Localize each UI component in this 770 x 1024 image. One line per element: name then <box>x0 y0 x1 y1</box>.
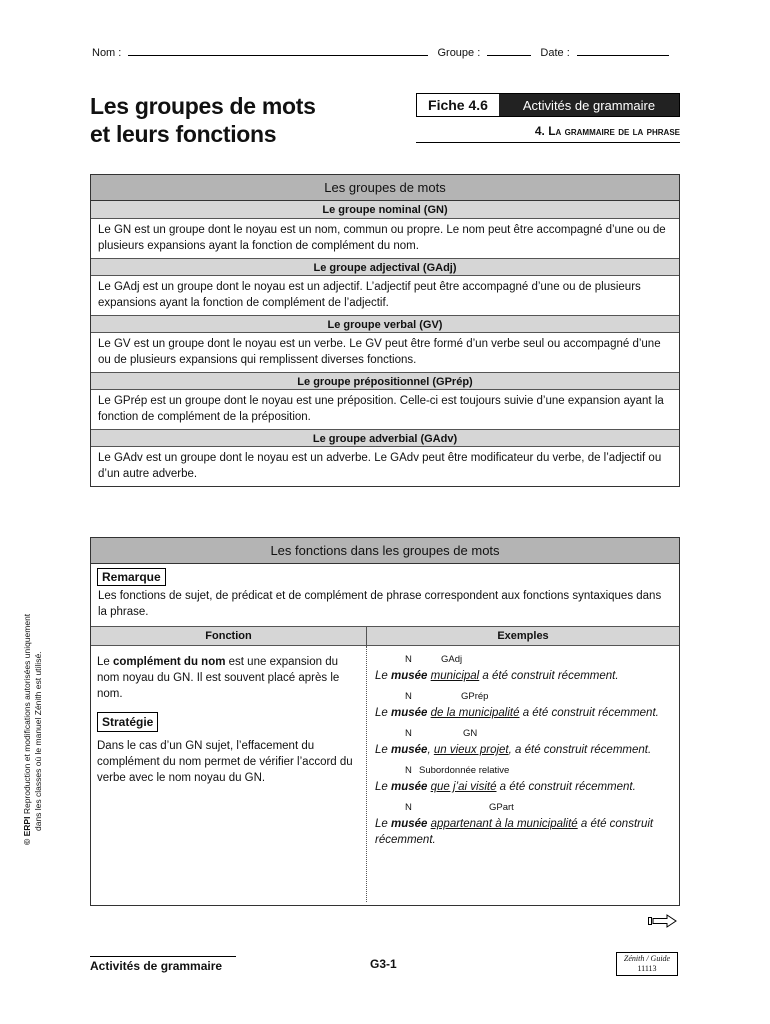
example-item <box>375 728 669 758</box>
groupe-label: Groupe : <box>437 47 481 59</box>
footer-section-title: Activités de grammaire <box>90 956 236 973</box>
example-post: , a été construit récemment. <box>508 744 652 756</box>
group-heading-gprep: Le groupe prépositionnel (GPrép) <box>91 372 679 390</box>
date-field[interactable] <box>577 46 669 56</box>
copyright-brand: © ERPI <box>22 816 32 845</box>
page-number: G3-1 <box>370 957 397 971</box>
example-label-n: N <box>405 654 412 665</box>
footer-ref-line-1: Zénith / Guide <box>623 954 671 963</box>
example-label-group: GPart <box>489 802 514 813</box>
example-noun: musée <box>391 818 428 830</box>
example-label-group: GN <box>463 728 478 739</box>
groups-panel <box>90 174 680 487</box>
definition-pre: Le <box>97 656 113 668</box>
group-heading-gn: Le groupe nominal (GN) <box>91 201 679 219</box>
examples-column <box>367 646 679 902</box>
strategie-text: Dans le cas d’un GN sujet, l’effacement du complément du nom permet de vérifier l’accord du verbe avec le nom noyau du GN. <box>97 740 353 784</box>
functions-panel-title: Les fonctions dans les groupes de mots <box>91 538 679 564</box>
copyright-notice <box>22 614 44 845</box>
definition-post: est une expansion du nom noyau du GN. Il est souvent placé après le nom. <box>97 656 340 700</box>
example-post: a été construit récemment. <box>375 818 654 846</box>
example-item <box>375 765 669 795</box>
column-header-function: Fonction <box>91 627 367 645</box>
nom-label: Nom : <box>92 47 122 59</box>
group-heading-gadj: Le groupe adjectival (GAdj) <box>91 258 679 276</box>
complement-definition <box>97 654 356 702</box>
function-column <box>91 646 367 902</box>
example-post: a été construit récemment. <box>519 707 659 719</box>
example-expansion: un vieux projet <box>433 744 509 756</box>
remarque-label: Remarque <box>97 568 166 586</box>
example-post: a été construit récemment. <box>479 670 619 682</box>
example-label-n: N <box>405 765 412 776</box>
example-sep: , <box>427 744 434 756</box>
remarque-block <box>91 564 679 586</box>
example-expansion: que j’ai visité <box>430 781 497 793</box>
title-line-1: Les groupes de mots <box>90 93 316 119</box>
example-noun: musée <box>391 781 428 793</box>
groupe-field[interactable] <box>487 46 531 56</box>
example-noun: musée <box>391 670 428 682</box>
nom-field[interactable] <box>128 46 428 56</box>
next-page-arrow-icon <box>648 913 678 934</box>
example-label-group: Subordonnée relative <box>419 765 510 776</box>
title-line-2: et leurs fonctions <box>90 121 277 147</box>
example-pre: Le <box>375 781 391 793</box>
example-noun: musée <box>391 744 428 756</box>
student-info-line <box>92 46 680 59</box>
example-label-n: N <box>405 728 412 739</box>
example-label-group: GAdj <box>441 654 463 665</box>
example-item <box>375 691 669 721</box>
example-label-n: N <box>405 802 412 813</box>
example-item <box>375 802 669 848</box>
example-pre: Le <box>375 818 391 830</box>
example-pre: Le <box>375 744 391 756</box>
example-label-group: GPrép <box>461 691 489 702</box>
fiche-box <box>416 93 680 117</box>
group-text-gv: Le GV est un groupe dont le noyau est un verbe. Le GV peut être formé d’un verbe seul ou accompagné d’une ou de plusieurs expansions qui remplissent diverses fonctions. <box>98 338 661 366</box>
strategie-label: Stratégie <box>97 712 158 732</box>
example-expansion: de la municipalité <box>430 707 520 719</box>
group-text-gprep: Le GPrép est un groupe dont le noyau est une préposition. Celle-ci est toujours suivie d’une expansion ayant la fonction de complément de la préposition. <box>98 395 664 423</box>
copyright-line-2: dans les classes où le manuel Zénith est utilisé. <box>33 651 43 831</box>
remarque-text: Les fonctions de sujet, de prédicat et de complément de phrase correspondent aux fonctions syntaxiques dans la phrase. <box>98 590 662 618</box>
footer-ref-line-2: 11113 <box>637 964 657 973</box>
fiche-number: Fiche 4.6 <box>428 97 488 113</box>
group-heading-gadv: Le groupe adverbial (GAdv) <box>91 429 679 447</box>
example-post: a été construit récemment. <box>496 781 636 793</box>
groups-panel-title: Les groupes de mots <box>91 175 679 201</box>
fiche-activity: Activités de grammaire <box>499 94 679 116</box>
chapter-text: 4. La grammaire de la phrase <box>534 124 680 138</box>
example-noun: musée <box>391 707 428 719</box>
footer-reference <box>616 952 678 976</box>
example-pre: Le <box>375 707 391 719</box>
group-text-gadj: Le GAdj est un groupe dont le noyau est un adjectif. L’adjectif peut être accompagné d’une ou de plusieurs expansions ayant la fonction de complément de l’adjectif. <box>98 281 641 309</box>
date-label: Date : <box>540 47 570 59</box>
group-text-gn: Le GN est un groupe dont le noyau est un nom, commun ou propre. Le nom peut être accompagné d’une ou de plusieurs expansions ayant la fonction de complément du nom. <box>98 224 666 252</box>
example-expansion: appartenant à la municipalité <box>430 818 578 830</box>
example-expansion: municipal <box>430 670 480 682</box>
group-heading-gv: Le groupe verbal (GV) <box>91 315 679 333</box>
functions-panel <box>90 537 680 906</box>
example-pre: Le <box>375 670 391 682</box>
copyright-line-1: Reproduction et modifications autorisées uniquement <box>22 613 32 817</box>
example-item <box>375 654 669 684</box>
functions-table-body <box>91 646 679 902</box>
page-title <box>90 92 316 148</box>
example-label-n: N <box>405 691 412 702</box>
chapter-title <box>416 124 680 143</box>
group-text-gadv: Le GAdv est un groupe dont le noyau est un adverbe. Le GAdv peut être modificateur du verbe, de l’adjectif ou d’un autre adverbe. <box>98 452 662 480</box>
definition-term: complément du nom <box>113 656 226 668</box>
functions-table-header <box>91 626 679 646</box>
column-header-examples: Exemples <box>497 630 549 642</box>
